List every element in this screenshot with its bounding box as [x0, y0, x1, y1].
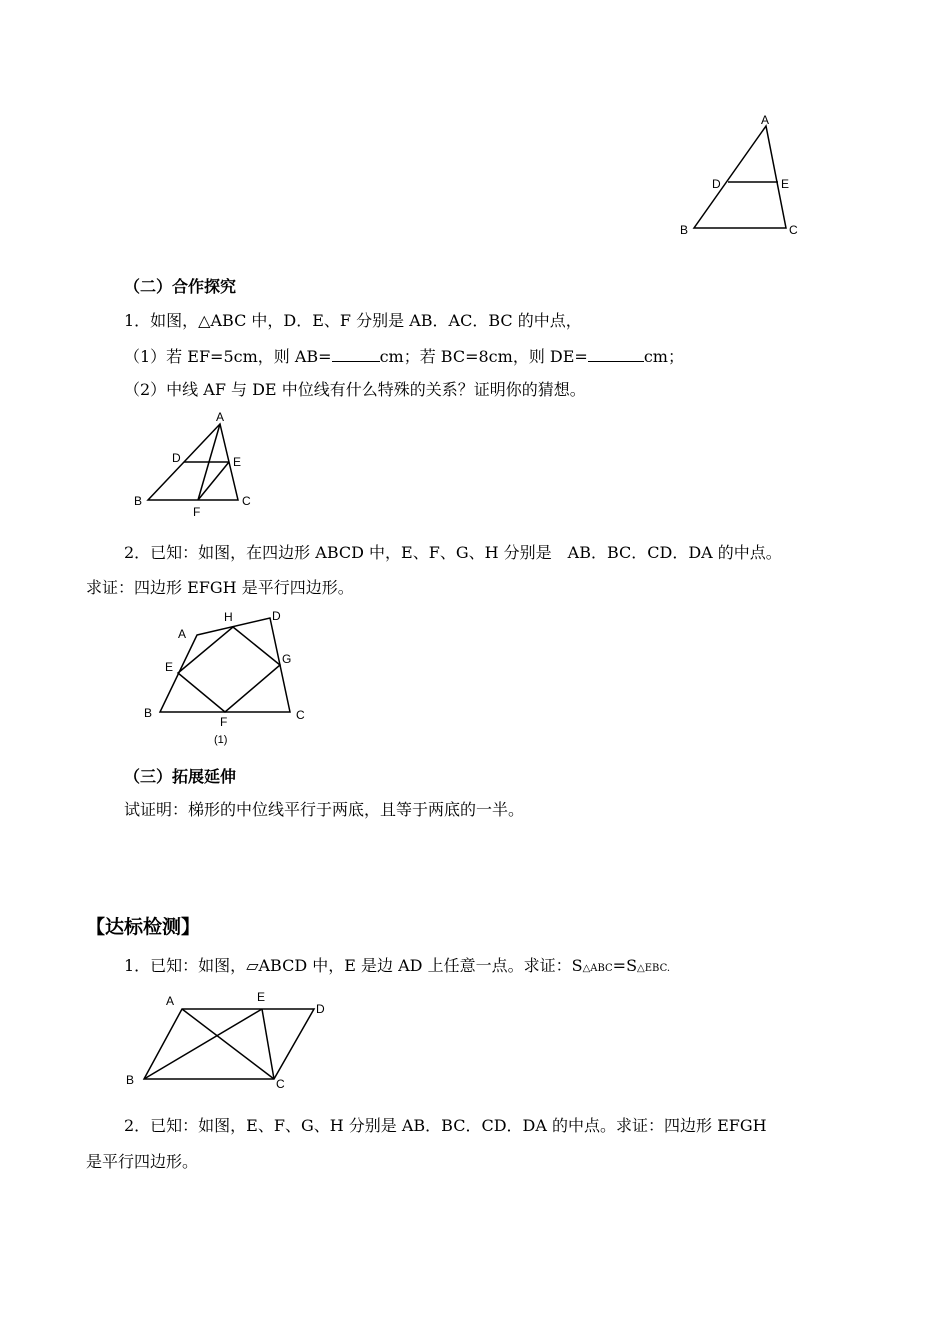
segment-ec — [262, 1009, 274, 1079]
label-b: B — [144, 706, 153, 720]
section2-title: （二）合作探究 — [124, 277, 237, 296]
q1-sub1-a: （1）若 EF=5cm，则 AB= — [124, 347, 332, 366]
q1-sub1-c: cm； — [643, 347, 684, 366]
figure-triangle-de — [670, 110, 810, 240]
section4-title: 【达标检测】 — [86, 916, 201, 938]
label-a: A — [761, 113, 770, 127]
q1-sub1-b: cm；若 BC=8cm，则 DE= — [379, 347, 588, 366]
section3-text: 试证明：梯形的中位线平行于两底，且等于两底的一半。 — [124, 800, 525, 819]
blank-de[interactable] — [588, 345, 644, 362]
figure-caption: (1) — [214, 734, 228, 746]
label-h: H — [224, 610, 233, 624]
label-e: E — [781, 177, 790, 191]
figure-parallelogram — [118, 985, 338, 1093]
q1-stem: 1．如图，△ABC 中，D．E、F 分别是 AB．AC．BC 的中点， — [124, 311, 582, 330]
label-a: A — [178, 627, 187, 641]
s4-q2-line1: 2．已知：如图，E、F、G、H 分别是 AB．BC．CD．DA 的中点。求证：四边形 EFGH — [124, 1116, 767, 1135]
label-f: F — [193, 505, 201, 519]
label-b: B — [680, 223, 689, 237]
q1-sub2: （2）中线 AF 与 DE 中位线有什么特殊的关系？证明你的猜想。 — [124, 380, 586, 399]
q2-line1: 2．已知：如图，在四边形 ABCD 中，E、F、G、H 分别是 AB．BC．CD．DA 的中点。 — [124, 543, 782, 562]
label-d: D — [172, 451, 181, 465]
label-c: C — [242, 494, 251, 508]
diagonal-ac — [182, 1009, 274, 1079]
label-c: C — [276, 1077, 285, 1091]
label-a: A — [166, 994, 175, 1008]
q2-line2: 求证：四边形 EFGH 是平行四边形。 — [86, 578, 354, 597]
parallelogram-symbol: ▱ — [246, 956, 259, 975]
quadrilateral-efgh — [178, 627, 280, 712]
s4-q1-sub1: △ABC — [582, 963, 613, 974]
s4-q1-mid: ABCD 中，E 是边 AD 上任意一点。求证：S — [258, 956, 583, 975]
figure-quadrilateral — [140, 605, 320, 750]
s4-q1-sub2: △EBC. — [637, 963, 671, 974]
q1-sub1 — [124, 345, 684, 368]
label-f: F — [220, 715, 228, 729]
label-c: C — [296, 708, 305, 722]
label-g: G — [282, 652, 292, 666]
label-e: E — [165, 660, 174, 674]
blank-ab[interactable] — [332, 345, 380, 362]
segment-fe — [198, 462, 229, 500]
s4-q1 — [124, 955, 670, 980]
label-c: C — [789, 223, 798, 237]
label-d: D — [272, 609, 281, 623]
segment-eb — [144, 1009, 262, 1079]
label-d: D — [712, 177, 721, 191]
s4-q1-pre: 1．已知：如图， — [124, 956, 247, 975]
figure-triangle-median — [128, 408, 268, 520]
label-e: E — [257, 990, 266, 1004]
label-e: E — [233, 455, 242, 469]
label-b: B — [126, 1073, 135, 1087]
section3-title: （三）拓展延伸 — [124, 767, 237, 786]
label-d: D — [316, 1002, 325, 1016]
label-a: A — [216, 410, 225, 424]
s4-q2-line2: 是平行四边形。 — [86, 1152, 199, 1171]
label-b: B — [134, 494, 143, 508]
triangle-abc — [694, 126, 786, 228]
s4-q1-eq: =S — [612, 956, 638, 975]
